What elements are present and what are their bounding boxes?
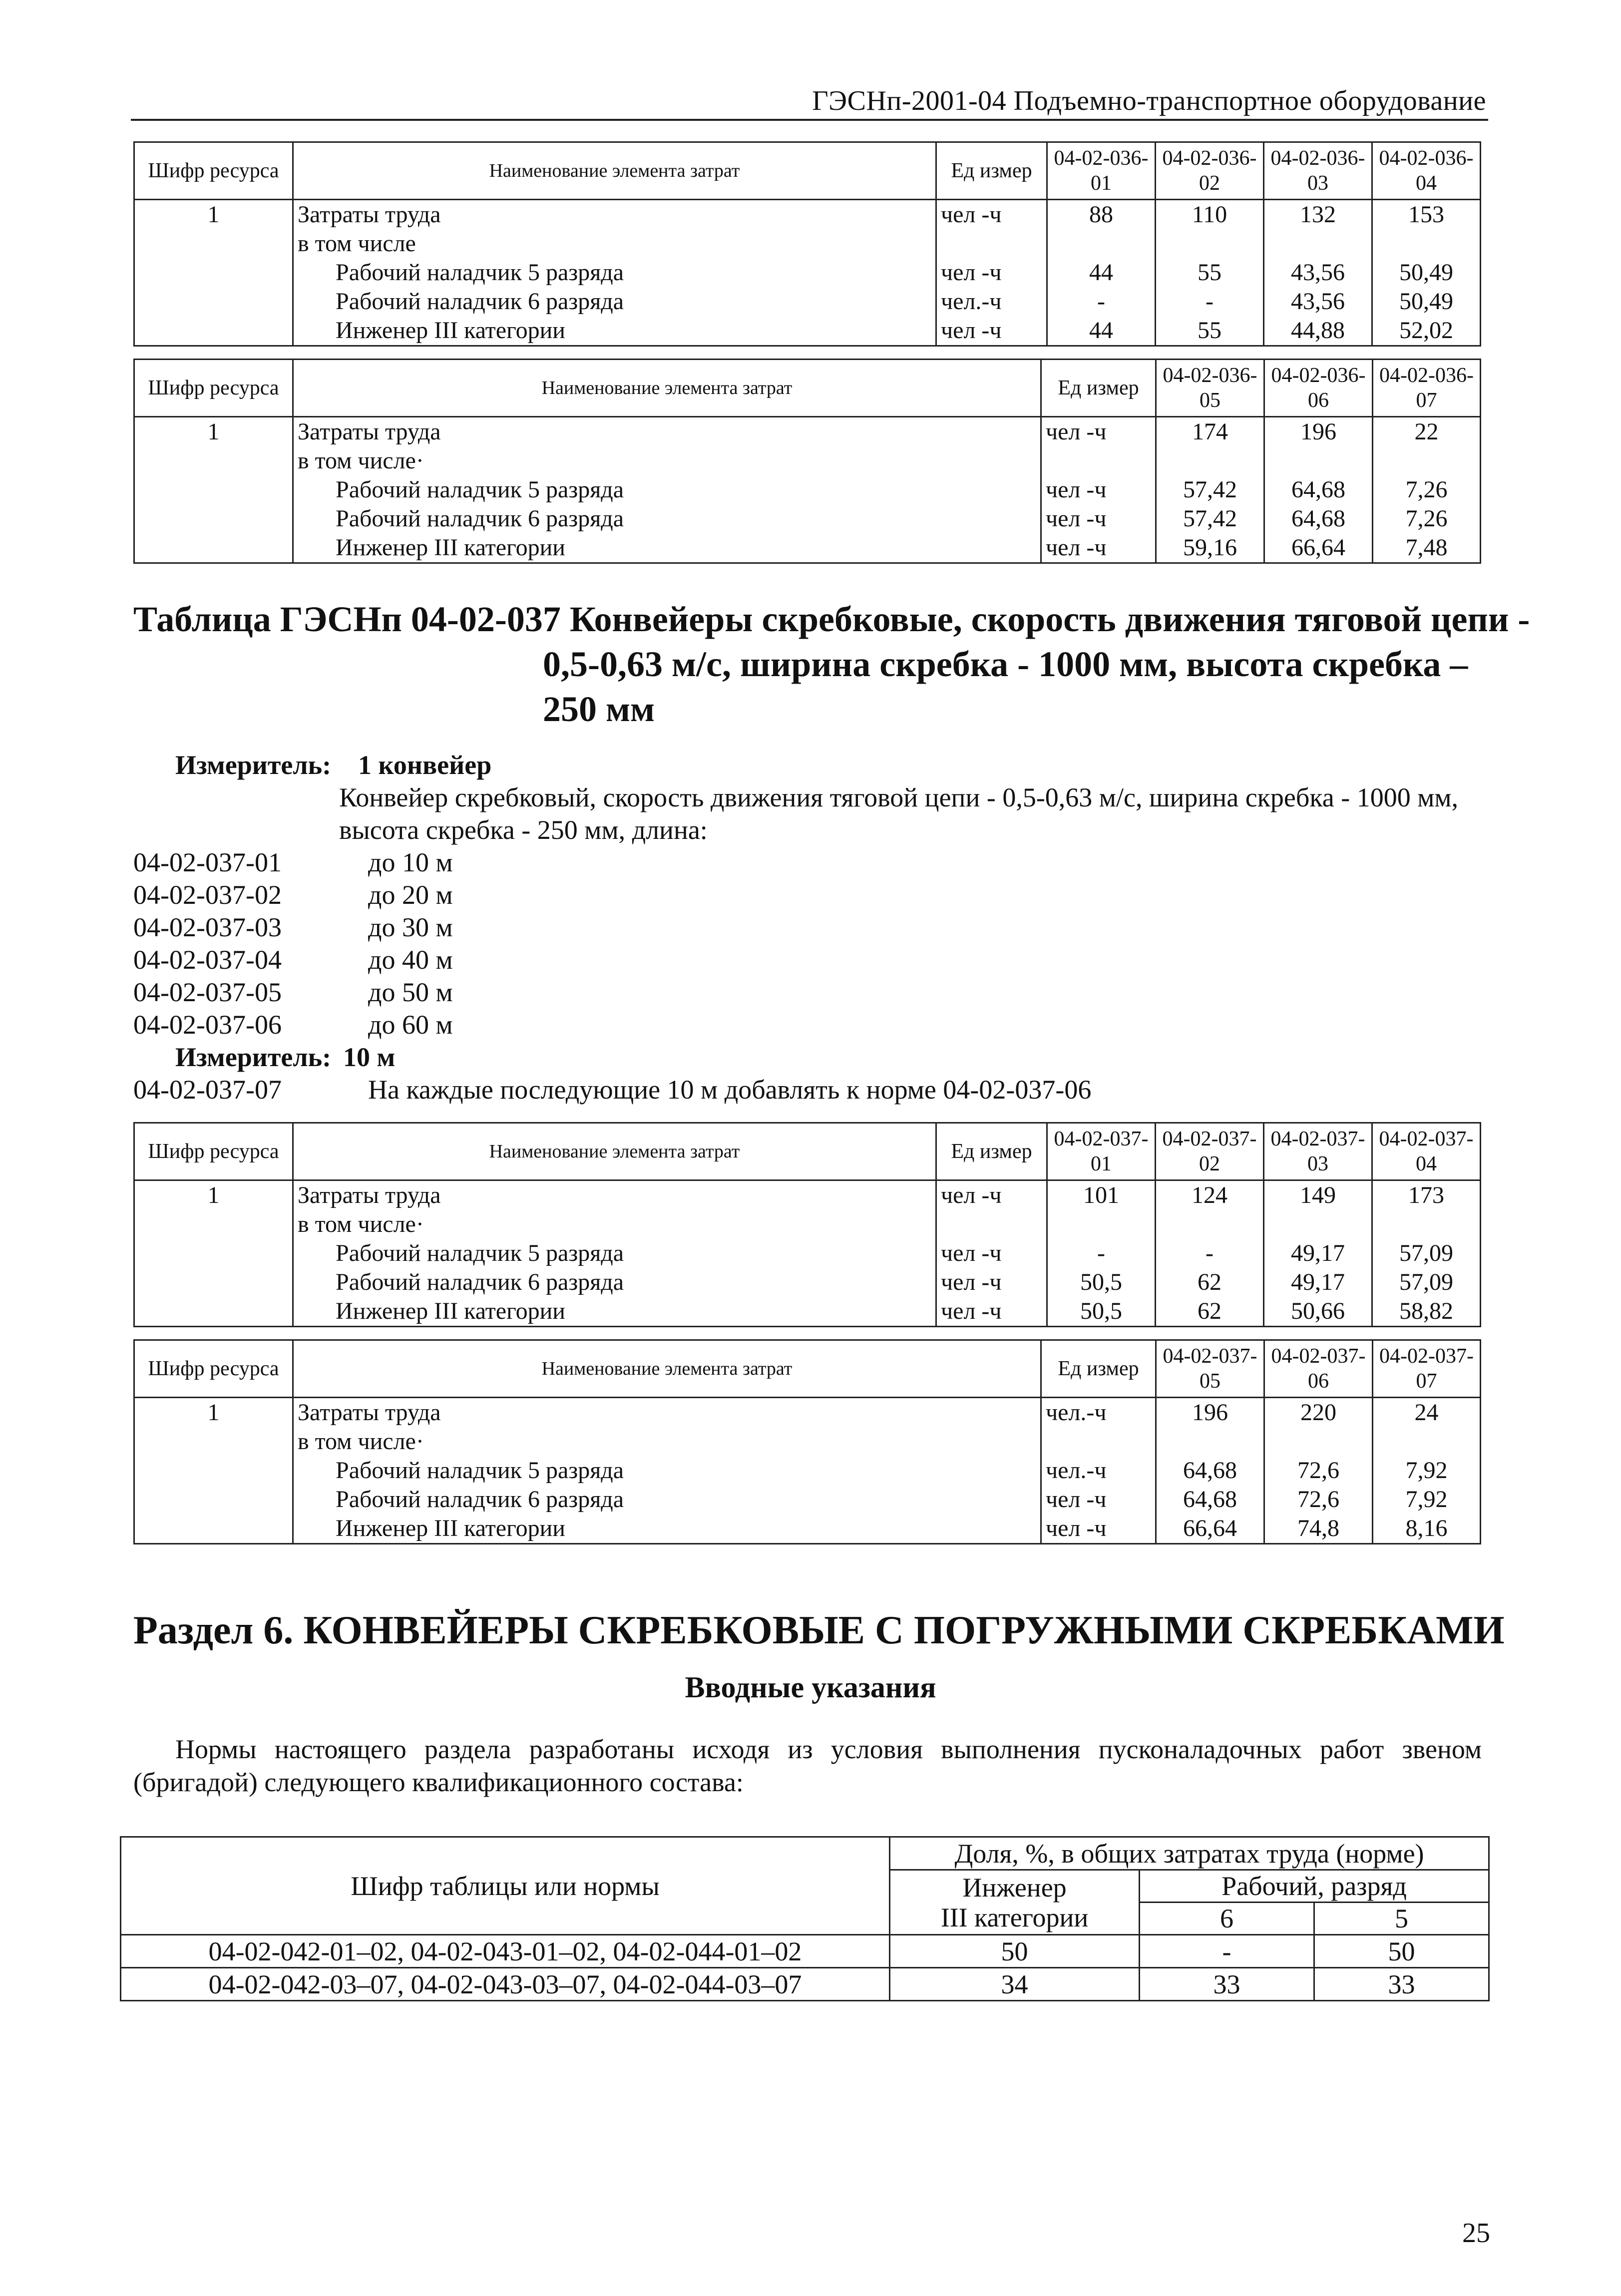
norm-length: до 50 м xyxy=(368,977,453,1007)
header-norm-col: 04-02-037-01 xyxy=(1047,1123,1156,1180)
header-norm-col: 04-02-037-02 xyxy=(1156,1123,1264,1180)
norm-length: до 10 м xyxy=(368,847,453,877)
values-cell: 149 49,17 49,17 50,66 xyxy=(1264,1180,1372,1327)
values-cell: 196 64,68 64,68 66,64 xyxy=(1156,1398,1264,1544)
qualification-table xyxy=(120,1836,1490,2001)
table-title-line: 0,5-0,63 м/с, ширина скребка - 1000 мм, высота скребка – xyxy=(543,644,1468,684)
meter-label: Измеритель: xyxy=(175,750,332,780)
meter-description: Конвейер скребковый, скорость движения тяговой цепи - 0,5-0,63 м/с, ширина скребка - 1000 мм, высота скребка - 250 мм, длина: xyxy=(339,782,1459,845)
norm-code: 04-02-037-02 xyxy=(133,880,282,910)
values-cell: 24 7,92 7,92 8,16 xyxy=(1373,1398,1481,1544)
header-norm-col: 04-02-036-04 xyxy=(1372,142,1481,200)
values-cell: 153 50,49 50,49 52,02 xyxy=(1372,200,1481,346)
header-norm-col: 04-02-036-01 xyxy=(1047,142,1156,200)
values-cell: 124 - 62 62 xyxy=(1156,1180,1264,1327)
norm-length: до 40 м xyxy=(368,945,453,975)
cost-table-037-part2 xyxy=(133,1339,1481,1544)
cost-names-cell xyxy=(293,417,1041,563)
cost-name: Рабочий наладчик 5 разряда xyxy=(336,1457,624,1484)
header-unit: Ед измер xyxy=(936,1123,1047,1180)
header-norm-col: 04-02-036-06 xyxy=(1264,360,1373,417)
header-resource-code: Шифр ресурса xyxy=(134,1123,293,1180)
cost-name: Рабочий наладчик 5 разряда xyxy=(336,476,624,503)
cost-name: в том числе xyxy=(298,230,416,257)
cost-name: Затраты труда xyxy=(298,1182,441,1208)
norm-code: 04-02-037-06 xyxy=(133,1010,282,1040)
values-cell: 174 57,42 57,42 59,16 xyxy=(1156,417,1264,563)
units-cell: чел -ч чел -ч чел.-ч чел -ч xyxy=(936,200,1047,346)
qual-engineer: 50 xyxy=(890,1935,1140,1968)
table-title xyxy=(133,597,1530,732)
running-header: ГЭСНп-2001-04 Подъемно-транспортное оборудование xyxy=(812,85,1486,116)
cost-name: в том числе· xyxy=(298,447,424,474)
values-cell: 220 72,6 72,6 74,8 xyxy=(1264,1398,1373,1544)
qual-grade5: 50 xyxy=(1314,1935,1489,1968)
header-resource-code: Шифр ресурса xyxy=(134,360,293,417)
norm-extra-text: На каждые последующие 10 м добавлять к норме 04-02-037-06 xyxy=(368,1075,1092,1105)
cost-names-cell xyxy=(293,200,936,346)
header-unit: Ед измер xyxy=(1041,360,1156,417)
cost-name: Инженер III категории xyxy=(336,1298,565,1324)
cost-name: Инженер III категории xyxy=(336,1515,565,1541)
page-number: 25 xyxy=(1462,2218,1490,2249)
table-title-line: Таблица ГЭСНп 04-02-037 Конвейеры скребковые, скорость движения тяговой цепи - xyxy=(133,599,1530,639)
cost-name: Рабочий наладчик 6 разряда xyxy=(336,288,624,315)
table-row xyxy=(121,1968,1489,2001)
cost-name: в том числе· xyxy=(298,1428,424,1455)
header-unit: Ед измер xyxy=(936,142,1047,200)
cost-name: Рабочий наладчик 5 разряда xyxy=(336,1240,624,1266)
cost-name: в том числе· xyxy=(298,1211,424,1237)
meter-value-2: 10 м xyxy=(343,1042,396,1072)
header-norm-col: 04-02-037-07 xyxy=(1373,1340,1481,1398)
qual-grade5: 33 xyxy=(1314,1968,1489,2001)
section-subtitle: Вводные указания xyxy=(685,1671,936,1704)
norm-code: 04-02-037-01 xyxy=(133,847,282,877)
meter-value: 1 конвейер xyxy=(358,750,492,780)
intro-paragraph: Нормы настоящего раздела разработаны исходя из условия выполнения пусконаладочных работ звеном (бригадой) следующего квалификационного состава: xyxy=(133,1734,1482,1797)
norm-length: до 30 м xyxy=(368,912,453,942)
resource-code-cell: 1 xyxy=(134,1398,293,1544)
values-cell: 101 - 50,5 50,5 xyxy=(1047,1180,1156,1327)
header-norm-col: 04-02-036-02 xyxy=(1156,142,1264,200)
qual-engineer: 34 xyxy=(890,1968,1140,2001)
resource-code-cell: 1 xyxy=(134,1180,293,1327)
qual-grade6: 33 xyxy=(1140,1968,1314,2001)
header-norm-col: 04-02-037-06 xyxy=(1264,1340,1373,1398)
qual-header-grade6: 6 xyxy=(1140,1903,1314,1935)
cost-name: Рабочий наладчик 6 разряда xyxy=(336,1269,624,1295)
units-cell: чел -ч чел -ч чел -ч чел -ч xyxy=(1041,417,1156,563)
header-norm-col: 04-02-037-05 xyxy=(1156,1340,1264,1398)
qual-header-code: Шифр таблицы или нормы xyxy=(121,1837,890,1935)
qual-header-worker: Рабочий, разряд xyxy=(1140,1870,1489,1903)
norm-code: 04-02-037-04 xyxy=(133,945,282,975)
header-cost-element: Наименование элемента затрат xyxy=(293,360,1041,417)
norm-code: 04-02-037-07 xyxy=(133,1075,282,1105)
header-resource-code: Шифр ресурса xyxy=(134,1340,293,1398)
header-resource-code: Шифр ресурса xyxy=(134,142,293,200)
cost-name: Затраты труда xyxy=(298,201,441,228)
cost-names-cell xyxy=(293,1180,936,1327)
qual-grade6: - xyxy=(1140,1935,1314,1968)
norm-code: 04-02-037-05 xyxy=(133,977,282,1007)
qual-header-engineer: Инженер III категории xyxy=(890,1870,1140,1935)
values-cell: 132 43,56 43,56 44,88 xyxy=(1264,200,1372,346)
cost-name: Инженер III категории xyxy=(336,534,565,561)
qual-code: 04-02-042-03–07, 04-02-043-03–07, 04-02-044-03–07 xyxy=(121,1968,890,2001)
header-cost-element: Наименование элемента затрат xyxy=(293,1340,1041,1398)
cost-name: Рабочий наладчик 6 разряда xyxy=(336,1486,624,1513)
cost-name: Затраты труда xyxy=(298,418,441,445)
qual-header-share: Доля, %, в общих затратах труда (норме) xyxy=(890,1837,1489,1870)
values-cell: 173 57,09 57,09 58,82 xyxy=(1372,1180,1481,1327)
meter-block xyxy=(133,749,1482,1106)
section-title: Раздел 6. КОНВЕЙЕРЫ СКРЕБКОВЫЕ С ПОГРУЖНЫМИ СКРЕБКАМИ xyxy=(133,1608,1505,1652)
cost-name: Рабочий наладчик 5 разряда xyxy=(336,259,624,286)
header-cost-element: Наименование элемента затрат xyxy=(293,142,936,200)
norm-length: до 20 м xyxy=(368,880,453,910)
resource-code-cell: 1 xyxy=(134,200,293,346)
table-row xyxy=(121,1935,1489,1968)
cost-table-036-part2 xyxy=(133,359,1481,564)
table-title-line: 250 мм xyxy=(543,689,655,729)
cost-name: Инженер III категории xyxy=(336,317,565,344)
header-norm-col: 04-02-036-07 xyxy=(1373,360,1481,417)
values-cell: 110 55 - 55 xyxy=(1156,200,1264,346)
norm-code: 04-02-037-03 xyxy=(133,912,282,942)
norm-length: до 60 м xyxy=(368,1010,453,1040)
header-cost-element: Наименование элемента затрат xyxy=(293,1123,936,1180)
header-norm-col: 04-02-037-03 xyxy=(1264,1123,1372,1180)
meter-label-2: Измеритель: xyxy=(175,1042,332,1072)
cost-name: Рабочий наладчик 6 разряда xyxy=(336,505,624,532)
values-cell: 22 7,26 7,26 7,48 xyxy=(1373,417,1481,563)
header-norm-col: 04-02-036-05 xyxy=(1156,360,1264,417)
header-norm-col: 04-02-037-04 xyxy=(1372,1123,1481,1180)
cost-name: Затраты труда xyxy=(298,1399,441,1426)
units-cell: чел -ч чел -ч чел -ч чел -ч xyxy=(936,1180,1047,1327)
resource-code-cell: 1 xyxy=(134,417,293,563)
cost-table-037-part1 xyxy=(133,1122,1481,1327)
units-cell: чел.-ч чел.-ч чел -ч чел -ч xyxy=(1041,1398,1156,1544)
cost-table-036-part1 xyxy=(133,141,1481,347)
header-rule xyxy=(131,119,1488,121)
header-norm-col: 04-02-036-03 xyxy=(1264,142,1372,200)
values-cell: 196 64,68 64,68 66,64 xyxy=(1264,417,1373,563)
qual-code: 04-02-042-01–02, 04-02-043-01–02, 04-02-044-01–02 xyxy=(121,1935,890,1968)
header-unit: Ед измер xyxy=(1041,1340,1156,1398)
qual-header-grade5: 5 xyxy=(1314,1903,1489,1935)
values-cell: 88 44 - 44 xyxy=(1047,200,1156,346)
cost-names-cell xyxy=(293,1398,1041,1544)
